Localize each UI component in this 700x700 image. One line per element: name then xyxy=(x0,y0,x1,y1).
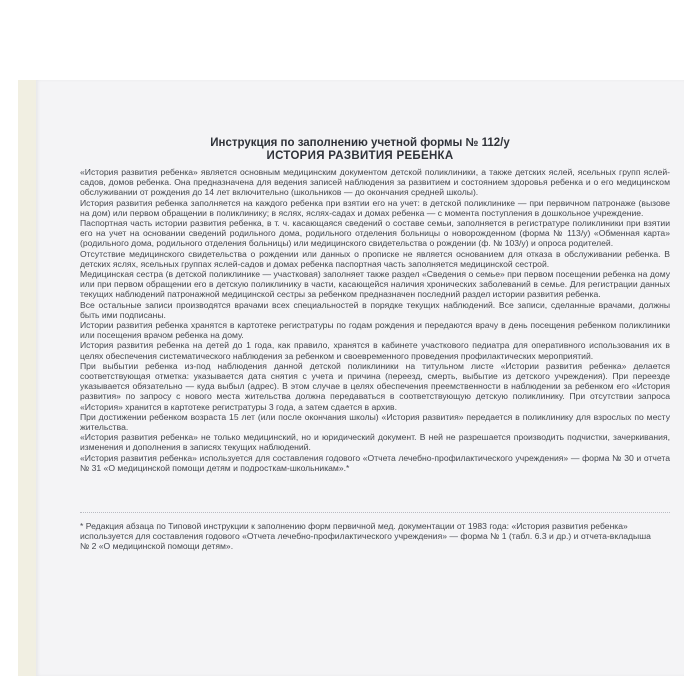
paragraph-legal-document: «История развития ребенка» не только медицинский, но и юридический документ. В ней не разрешается производить подчистки, зачеркивания, изменения и дополнения в записях текущих наблюдений. xyxy=(80,432,670,453)
paragraph-reporting: «История развития ребенка» используется для составления годового «Отчета лечебно-профилактического учреждения» — форма № 30 и отчета № 31 «О медицинской помощи детям и подросткам-школьникам».* xyxy=(80,452,670,473)
instruction-body xyxy=(80,167,670,473)
paragraph-nurse-section: Медицинская сестра (в детской поликлинике — участковая) заполняет также раздел «Сведения о семье» при первом посещении ребенка на дому или при первом обращении его в детскую поликлинику в части, касающейся наличия хронических заболеваний в семье. Для регистрации данных текущих наблюдений патронажной медицинской сестры за ребенком предназначен последний раздел истории развития ребенка. xyxy=(80,269,670,300)
paragraph-passport-part: Паспортная часть истории развития ребенка, в т. ч. касающаяся сведений о составе семьи, заполняется в регистратуре поликлиники при взятии его на учет на основании сведений родильного дома, родильного отделения больницы о новорожденном (форма № 113/у) «Обменная карта» (родильного дома, родильного отделения больницы) или медицинского свидетельства о рождении (ф. № 103/у) и опроса родителей. xyxy=(80,218,670,249)
paragraph-storage: Истории развития ребенка хранятся в картотеке регистратуры по годам рождения и передаются врачу в день посещения ребенком поликлиники или посещения врачом ребенка на дому. xyxy=(80,320,670,341)
paragraph-infants-storage: История развития ребенка на детей до 1 года, как правило, хранятся в кабинете участкового педиатра для оперативного использования их в целях обеспечения систематического наблюдения за ребенком и своевременного проведения профилактических мероприятий. xyxy=(80,340,670,361)
paragraph-registration: История развития ребенка заполняется на каждого ребенка при взятии его на учет: в детской поликлинике — при первичном патронаже (вызове на дом) или первом обращении в поликлинику; в яслях, яслях-садах и домах ребенка — с момента поступления в дошкольное учреждение. xyxy=(80,197,670,218)
paragraph-age-15: При достижении ребенком возраста 15 лет (или после окончания школы) «История развития» передается в поликлинику для взрослых по месту жительства. xyxy=(80,411,670,433)
booklet-spine-edge xyxy=(18,80,36,676)
paragraph-missing-certificate: Отсутствие медицинского свидетельства о рождении или данных о прописке не является основанием для отказа в обслуживании ребенка. В детских яслях, ясельных группах яслей-садов и домах ребенка паспортная часть заполняется медицинской сестрой. xyxy=(80,248,670,269)
paragraph-doctor-records: Все остальные записи производятся врачами всех специальностей в порядке текущих наблюдений. Все записи, сделанные врачами, должны быть ими подписаны. xyxy=(80,299,670,320)
paragraph-purpose: «История развития ребенка» является основным медицинским документом детской поликлиники, а также детских яслей, ясельных групп яслей-садов, домов ребенка. Она предназначена для ведения записей наблюдения за развитием и состоянием здоровья ребенка и о его медицинском обслуживании от рождения до 14 лет включительно (школьников — до окончания средней школы). xyxy=(80,167,670,198)
footnote-text: * Редакция абзаца по Типовой инструкции к заполнению форм первичной мед. документации от 1983 года: «История развития ребенка» используется для составления годового «Отчета лечебно-профилактического учреждения» — форма № 1 (табл. 6.3 и др.) и отчета-вкладыша № 2 «О медицинской помощи детям». xyxy=(80,521,651,552)
paragraph-withdrawal: При выбытии ребенка из-под наблюдения данной детской поликлиники на титульном листе «Истории развития ребенка» делается соответствующая отметка: указывается дата снятия с учета и причина (переезд, смерть, выбытие из детского учреждения). При переезде указывается обязательно — куда выбыл (адрес). В этом случае в целях обеспечения преемственности в наблюдении за ребенком его «История развития» по запросу с нового места жительства должна передаваться в соответствующую детскую поликлинику. При отсутствии запроса «История» хранится в картотеке регистратуры 3 года, а затем сдается в архив. xyxy=(80,360,670,412)
document-header xyxy=(36,137,684,163)
footnote-divider xyxy=(80,512,670,513)
document-title: Инструкция по заполнению учетной формы № 112/у xyxy=(210,137,510,149)
footnote-block xyxy=(80,521,660,552)
document-subtitle: ИСТОРИЯ РАЗВИТИЯ РЕБЕНКА xyxy=(266,150,454,162)
